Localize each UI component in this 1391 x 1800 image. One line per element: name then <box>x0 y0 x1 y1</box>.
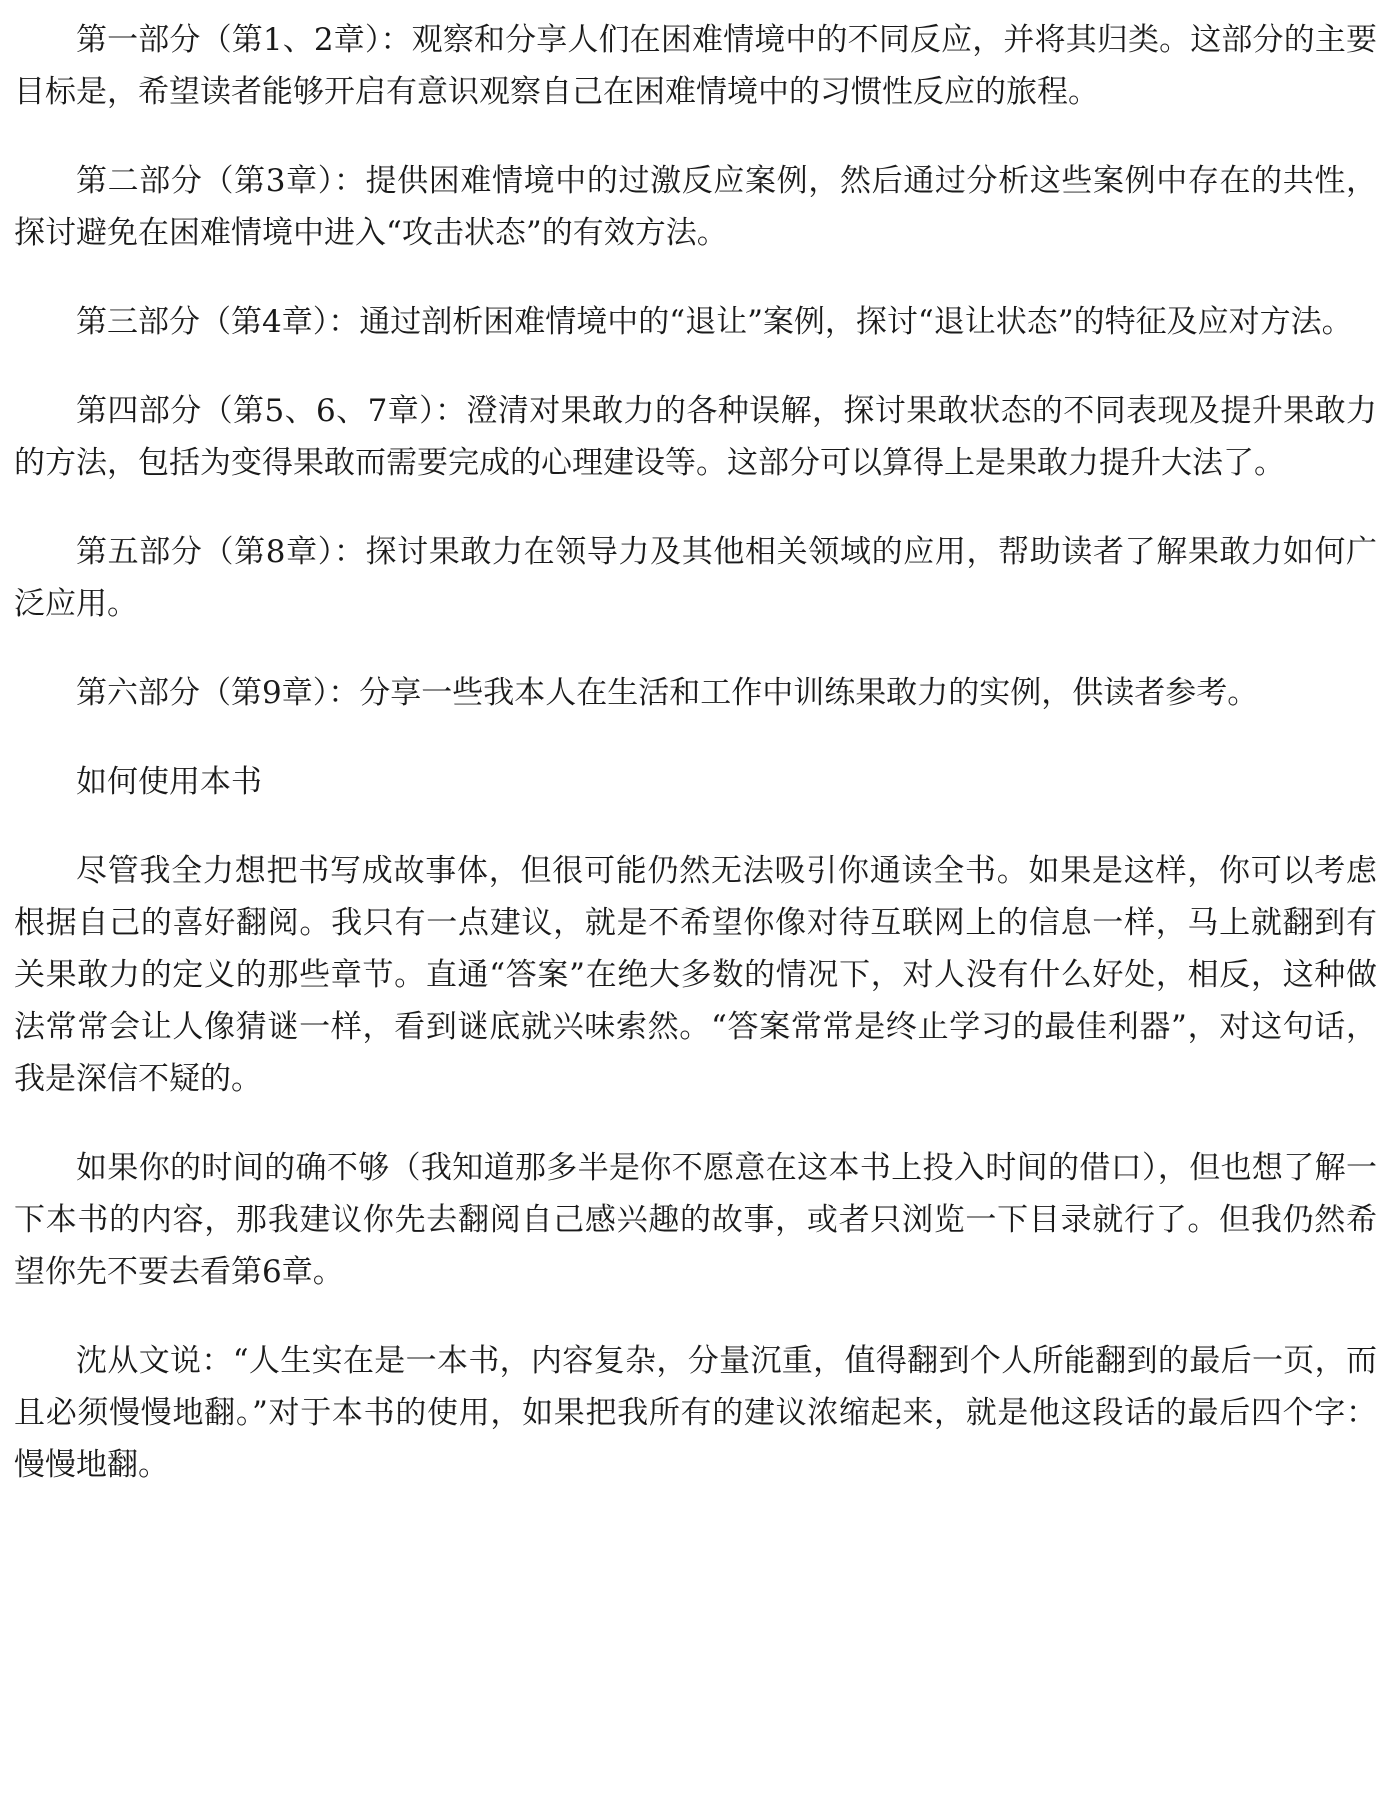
paragraph-part-two: 第二部分（第3章）：提供困难情境中的过激反应案例，然后通过分析这些案例中存在的共性，探讨避免在困难情境中进入“攻击状态”的有效方法。 <box>14 163 1377 251</box>
paragraph-part-six: 第六部分（第9章）：分享一些我本人在生活和工作中训练果敢力的实例，供读者参考。 <box>76 675 1259 711</box>
paragraph-time-advice: 如果你的时间的确不够（我知道那多半是你不愿意在这本书上投入时间的借口），但也想了解一下本书的内容，那我建议你先去翻阅自己感兴趣的故事，或者只浏览一下目录就行了。但我仍然希望你先不要去看第6章。 <box>14 1150 1377 1290</box>
paragraph-part-five: 第五部分（第8章）：探讨果敢力在领导力及其他相关领域的应用，帮助读者了解果敢力如何广泛应用。 <box>14 534 1377 622</box>
paragraph-part-three: 第三部分（第4章）：通过剖析困难情境中的“退让”案例，探讨“退让状态”的特征及应对方法。 <box>76 304 1353 340</box>
paragraph-reading-advice: 尽管我全力想把书写成故事体，但很可能仍然无法吸引你通读全书。如果是这样，你可以考虑根据自己的喜好翻阅。我只有一点建议，就是不希望你像对待互联网上的信息一样，马上就翻到有关果敢力的定义的那些章节。直通“答案”在绝大多数的情况下，对人没有什么好处，相反，这种做法常常会让人像猜谜一样，看到谜底就兴味索然。“答案常常是终止学习的最佳利器”，对这句话，我是深信不疑的。 <box>14 853 1377 1097</box>
paragraph-part-one: 第一部分（第1、2章）：观察和分享人们在困难情境中的不同反应，并将其归类。这部分的主要目标是，希望读者能够开启有意识观察自己在困难情境中的习惯性反应的旅程。 <box>14 22 1377 110</box>
section-heading-how-to-use: 如何使用本书 <box>76 764 262 800</box>
paragraph-quote: 沈从文说：“人生实在是一本书，内容复杂，分量沉重，值得翻到个人所能翻到的最后一页，而且必须慢慢地翻。”对于本书的使用，如果把我所有的建议浓缩起来，就是他这段话的最后四个字：慢慢地翻。 <box>14 1343 1377 1483</box>
paragraph-part-four: 第四部分（第5、6、7章）：澄清对果敢力的各种误解，探讨果敢状态的不同表现及提升果敢力的方法，包括为变得果敢而需要完成的心理建设等。这部分可以算得上是果敢力提升大法了。 <box>14 393 1377 481</box>
